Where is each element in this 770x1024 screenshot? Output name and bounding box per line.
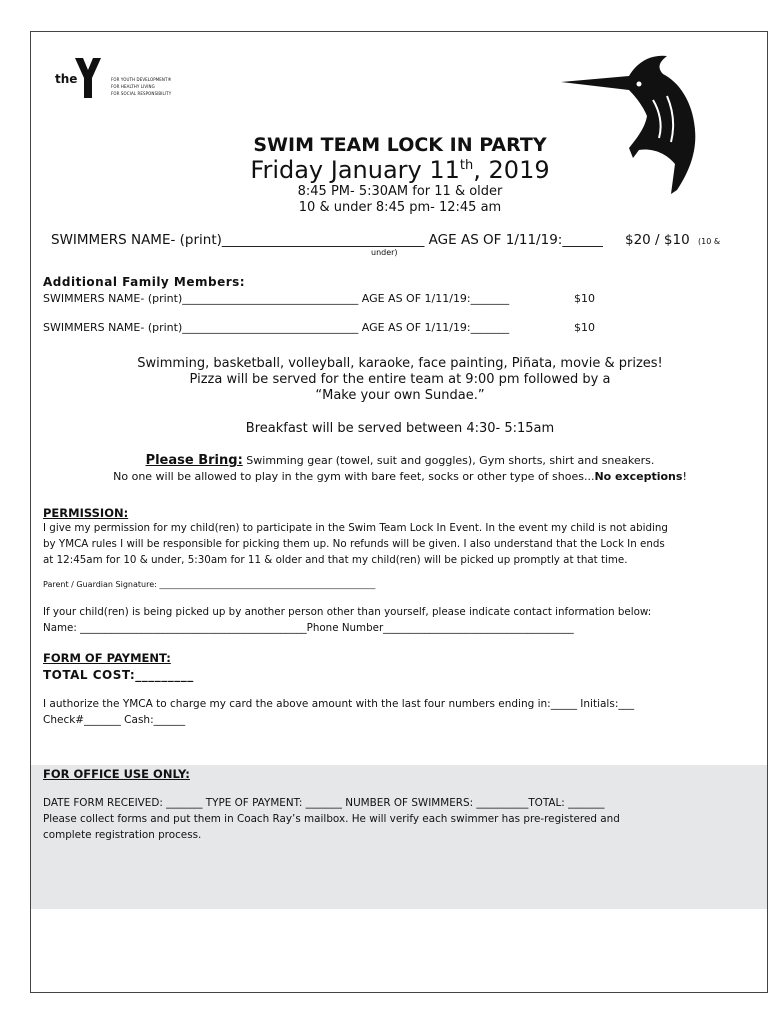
office-heading: FOR OFFICE USE ONLY: bbox=[43, 767, 190, 781]
authorize-line: I authorize the YMCA to charge my card the above amount with the last four numbers ending in:_____ Initials:___ bbox=[43, 698, 635, 710]
office-fields-line: DATE FORM RECEIVED: _______ TYPE OF PAYMENT: _______ NUMBER OF SWIMMERS: __________TOTAL: _______ bbox=[43, 797, 605, 809]
family-heading: Additional Family Members: bbox=[43, 275, 246, 289]
activities-line-2: Pizza will be served for the entire team at 9:00 pm followed by a bbox=[189, 372, 611, 387]
event-time-younger: 10 & under 8:45 pm- 12:45 am bbox=[298, 200, 502, 215]
family-line-2: SWIMMERS NAME- (print)________________________________ AGE AS OF 1/11/19:_______ bbox=[43, 321, 510, 334]
permission-line-1: I give my permission for my child(ren) to participate in the Swim Team Lock In Event. In the event my child is not abiding bbox=[43, 522, 668, 534]
event-time-older: 8:45 PM- 5:30AM for 11 & older bbox=[297, 184, 503, 199]
ymca-y-icon bbox=[73, 56, 103, 100]
event-title: SWIM TEAM LOCK IN PARTY bbox=[253, 134, 547, 156]
office-note-line-2: complete registration process. bbox=[43, 829, 202, 841]
breakfast-line: Breakfast will be served between 4:30- 5:15am bbox=[245, 421, 555, 436]
permission-heading: PERMISSION: bbox=[43, 506, 129, 520]
logo-tagline-2: FOR HEALTHY LIVING bbox=[111, 84, 155, 89]
family-price-1: $10 bbox=[574, 292, 595, 305]
main-price: $20 / $10 bbox=[625, 232, 690, 248]
logo-tagline-3: FOR SOCIAL RESPONSIBILITY bbox=[111, 91, 172, 96]
permission-line-3: at 12:45am for 10 & under, 5:30am for 11 & older and that my child(ren) will be picked up promptly at that time. bbox=[43, 554, 628, 566]
pickup-name-phone-line: Name: ____________________________________________Phone Number_____________________________________ bbox=[43, 622, 574, 634]
event-date: Friday January 11th, 2019 bbox=[250, 156, 550, 184]
family-line-1: SWIMMERS NAME- (print)________________________________ AGE AS OF 1/11/19:_______ bbox=[43, 292, 510, 305]
pickup-instructions: If your child(ren) is being picked up by another person other than yourself, please indicate contact information below: bbox=[43, 606, 652, 618]
logo-tagline-1: FOR YOUTH DEVELOPMENT® bbox=[111, 77, 172, 82]
logo-the-text: the bbox=[55, 72, 78, 86]
permission-line-2: by YMCA rules I will be responsible for picking them up. No refunds will be given. I also understand that the Lock In ends bbox=[43, 538, 665, 550]
please-bring-line: Please Bring: Swimming gear (towel, suit and goggles), Gym shorts, shirt and sneakers. bbox=[145, 453, 655, 468]
signature-line: Parent / Guardian Signature: ______________________________________________________ bbox=[43, 580, 376, 589]
family-price-2: $10 bbox=[574, 321, 595, 334]
office-note-line-1: Please collect forms and put them in Coach Ray’s mailbox. He will verify each swimmer has pre-registered and bbox=[43, 813, 620, 825]
activities-line-1: Swimming, basketball, volleyball, karaoke, face painting, Piñata, movie & prizes! bbox=[137, 356, 663, 371]
main-price-note: (10 & bbox=[698, 237, 721, 246]
main-swimmer-line: SWIMMERS NAME- (print)______________________________ AGE AS OF 1/11/19:______ bbox=[51, 232, 603, 248]
activities-line-3: “Make your own Sundae.” bbox=[315, 388, 485, 403]
main-price-note-2: under) bbox=[371, 248, 398, 257]
payment-heading: FORM OF PAYMENT: bbox=[43, 651, 171, 665]
form-page bbox=[30, 31, 768, 993]
shoes-rule-line: No one will be allowed to play in the gym with bare feet, socks or other type of shoes...No exceptions! bbox=[113, 470, 687, 483]
total-cost-line: TOTAL COST:_________ bbox=[43, 668, 194, 682]
check-cash-line: Check#_______ Cash:______ bbox=[43, 714, 186, 726]
office-use-section bbox=[31, 765, 768, 909]
